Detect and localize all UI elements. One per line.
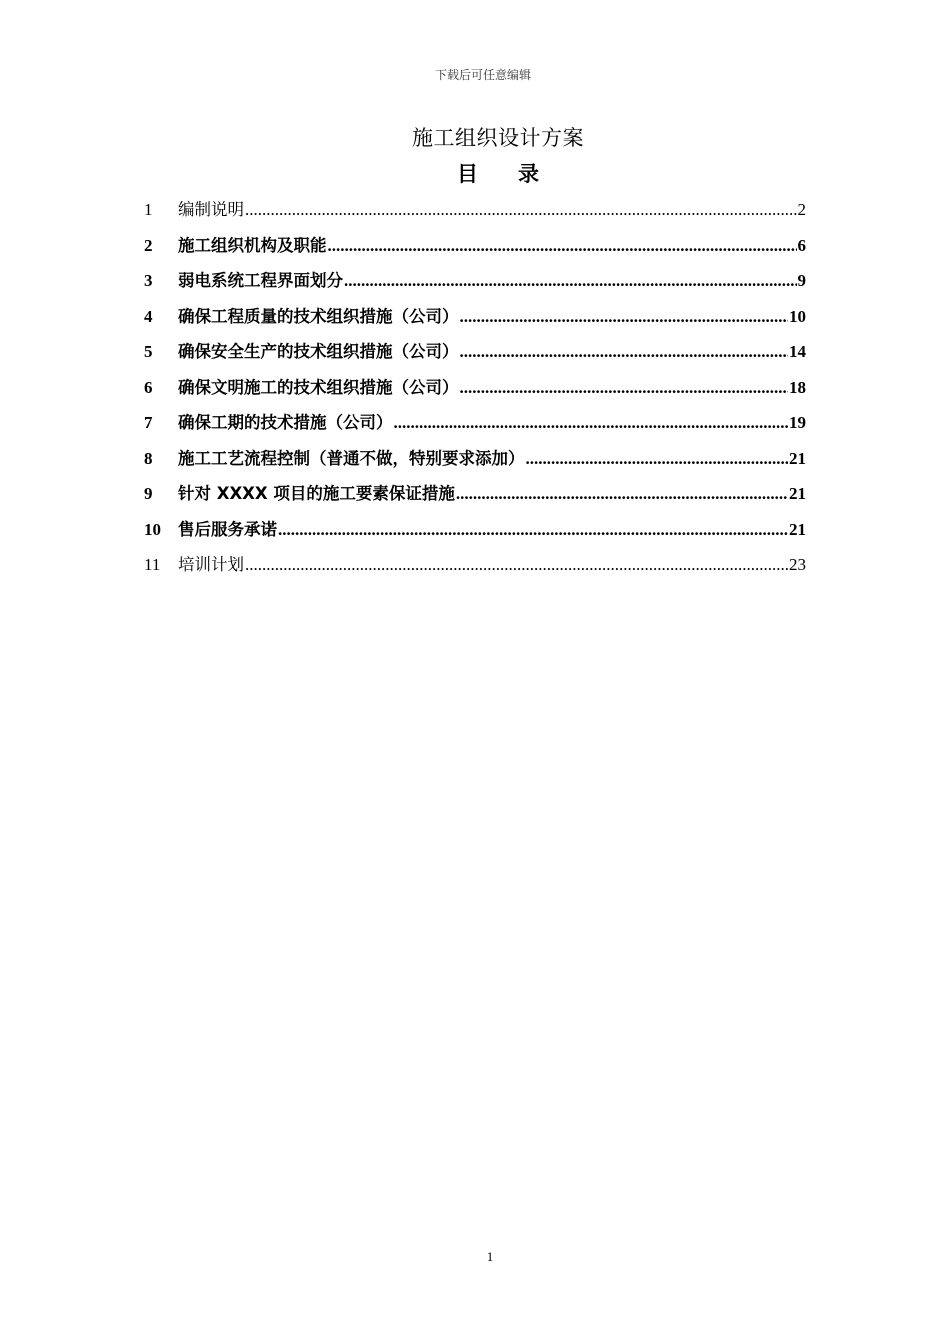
toc-entry-number: 1: [144, 200, 153, 219]
toc-dot-leader: [460, 299, 789, 335]
toc-entry-page: 23: [789, 555, 806, 574]
toc-dot-leader: [456, 476, 788, 512]
toc-entry-title: 培训计划: [178, 555, 244, 574]
toc-entry-3[interactable]: [144, 263, 806, 299]
toc-entry-number: 10: [144, 519, 161, 539]
toc-dot-leader: [328, 228, 797, 264]
toc-entry-number: 7: [144, 413, 153, 432]
toc-entry-6[interactable]: [144, 370, 806, 406]
toc-dot-leader: [245, 547, 788, 583]
toc-dot-leader: [460, 334, 789, 370]
toc-entry-page: 19: [789, 413, 806, 432]
document-title: 施工组织设计方案: [412, 126, 584, 150]
toc-entry-title: 针对 XXXX 项目的施工要素保证措施: [178, 484, 455, 503]
toc-entry-page: 18: [789, 377, 806, 397]
toc-entry-8[interactable]: [144, 441, 806, 477]
toc-entry-title: 确保安全生产的技术组织措施（公司）: [178, 342, 459, 361]
toc-entry-page: 21: [789, 448, 806, 468]
toc-entry-number: 4: [144, 306, 153, 326]
toc-entry-title: 确保工期的技术措施（公司）: [178, 413, 393, 432]
toc-entry-5[interactable]: [144, 334, 806, 370]
toc-entry-title: 编制说明: [178, 200, 244, 219]
toc-entry-title: 确保文明施工的技术组织措施（公司）: [178, 377, 459, 397]
toc-entry-page: 21: [789, 484, 806, 503]
toc-dot-leader: [526, 441, 789, 477]
toc-dot-leader: [245, 192, 797, 228]
toc-entry-title: 确保工程质量的技术组织措施（公司）: [178, 306, 459, 326]
toc-entry-1[interactable]: [144, 192, 806, 228]
toc-entry-number: 9: [144, 484, 153, 503]
toc-entry-title: 施工组织机构及职能: [178, 235, 327, 255]
toc-entry-number: 6: [144, 377, 153, 397]
toc-dot-leader: [394, 405, 789, 441]
toc-entry-number: 8: [144, 448, 153, 468]
toc-entry-title: 弱电系统工程界面划分: [178, 271, 343, 290]
toc-entry-page: 10: [789, 306, 806, 326]
header-note: 下载后可任意编辑: [434, 68, 531, 82]
toc-entry-page: 2: [797, 200, 806, 219]
toc-entry-10[interactable]: [144, 512, 806, 548]
toc-entry-number: 11: [144, 555, 161, 574]
toc-entry-number: 3: [144, 271, 153, 290]
toc-entry-page: 21: [789, 519, 806, 539]
toc-entry-number: 2: [144, 235, 153, 255]
toc-entry-7[interactable]: [144, 405, 806, 441]
toc-heading: 目录: [457, 162, 579, 186]
toc-dot-leader: [278, 512, 788, 548]
toc-entry-title: 售后服务承诺: [178, 519, 277, 539]
toc-entry-11[interactable]: [144, 547, 806, 583]
toc-entry-title: 施工工艺流程控制（普通不做，特别要求添加）: [178, 448, 525, 468]
table-of-contents: [144, 192, 806, 583]
toc-entry-2[interactable]: [144, 228, 806, 264]
toc-dot-leader: [344, 263, 797, 299]
toc-entry-page: 9: [797, 271, 806, 290]
page-number: 1: [486, 1249, 494, 1264]
toc-entry-4[interactable]: [144, 299, 806, 335]
toc-entry-9[interactable]: [144, 476, 806, 512]
toc-entry-page: 6: [797, 235, 806, 255]
toc-entry-page: 14: [789, 342, 806, 361]
toc-dot-leader: [460, 370, 789, 406]
toc-entry-number: 5: [144, 342, 153, 361]
